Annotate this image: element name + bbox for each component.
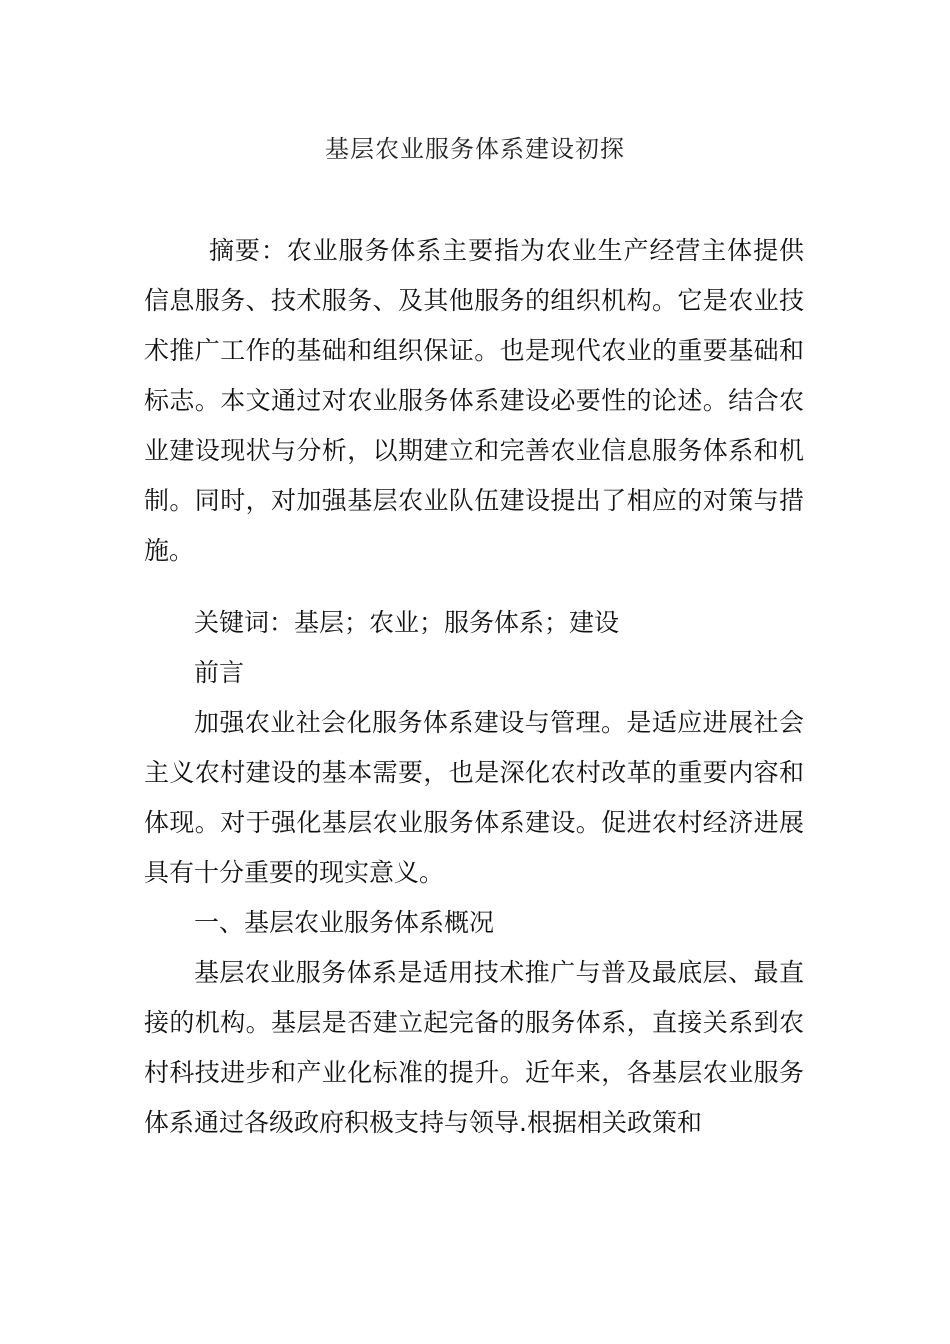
section-1-paragraph: 基层农业服务体系是适用技术推广与普及最底层、最直接的机构。基层是否建立起完备的服务体系，直接关系到农村科技进步和产业化标准的提升。近年来，各基层农业服务体系通过各级政府积极支持与领导.根据相关政策和 — [144, 958, 804, 1137]
keywords-line: 关键词：基层；农业；服务体系；建设 — [194, 608, 620, 637]
main-body — [144, 598, 804, 1148]
abstract-paragraph: 摘要：农业服务体系主要指为农业生产经营主体提供信息服务、技术服务、及其他服务的组织机构。它是农业技术推广工作的基础和组织保证。也是现代农业的重要基础和标志。本文通过对农业服务体系建设必要性的论述。结合农业建设现状与分析，以期建立和完善农业信息服务体系和机制。同时，对加强基层农业队伍建设提出了相应的对策与措施。 — [144, 236, 804, 565]
document-title: 基层农业服务体系建设初探 — [325, 135, 625, 163]
preface-paragraph: 加强农业社会化服务体系建设与管理。是适应进展社会主义农村建设的基本需要，也是深化农村改革的重要内容和体现。对于强化基层农业服务体系建设。促进农村经济进展具有十分重要的现实意义。 — [144, 708, 804, 887]
section-1-heading: 一、基层农业服务体系概况 — [194, 908, 495, 937]
abstract-section — [144, 226, 804, 576]
preface-heading: 前言 — [194, 658, 245, 687]
